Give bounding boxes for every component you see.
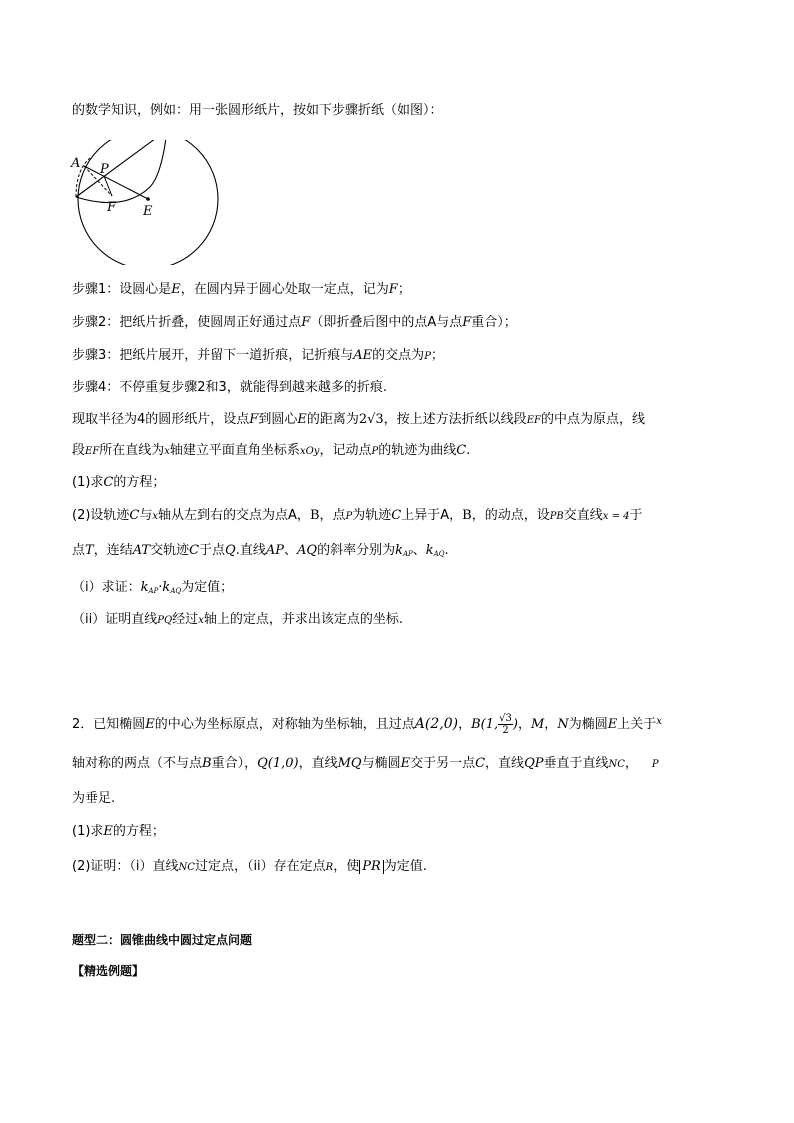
para-line-1: 现取半径为4的圆形纸片，设点F到圆心E的距离为2√3，按上述方法折纸以线段EF的中点为原点，线 — [72, 412, 645, 427]
intro-text: 的数学知识，例如：用一张圆形纸片，按如下步骤折纸（如图）： — [72, 103, 443, 118]
label-f: F — [107, 200, 117, 215]
q2-line-1: (2)设轨迹C与x轴从左到右的交点为点A，B，点P为轨迹C上异于A，B，的动点，设PB交直线x = 4于 — [72, 508, 643, 523]
label-e: E — [143, 204, 153, 219]
abs-pr: PR — [359, 860, 384, 874]
section-subtitle: 【精选例题】 — [72, 964, 145, 978]
step-4: 步骤4：不停重复步骤2和3，就能得到越来越多的折痕. — [72, 380, 387, 395]
p2-line-1: 2．已知椭圆E的中心为坐标原点，对称轴为坐标轴，且过点A(2,0)，B(1, $\frac{√3}{2}$ )，M，N为椭圆E上关于$^x$ — [72, 713, 662, 736]
fold-arc — [76, 140, 167, 203]
label-a: A — [71, 156, 81, 171]
sqrt3-over-2: $\frac{√3}{2}$ — [499, 713, 512, 736]
paper-folding-figure — [62, 140, 232, 265]
p2-q2: (2)证明：（i）直线NC过定点，（ii）存在定点R，使 PR 为定值. — [72, 859, 427, 874]
q1-text: (1)求C的方程； — [72, 475, 166, 490]
qii-text: （ii）证明直线PQ经过x轴上的定点，并求出该定点的坐标. — [72, 612, 403, 627]
section-title: 题型二：圆锥曲线中圆过定点问题 — [72, 933, 253, 947]
segment-ae — [84, 166, 148, 199]
segment-pf — [104, 176, 112, 196]
p2-line-3: 为垂足. — [72, 791, 116, 806]
q2-line-2: 点T，连结AT交轨迹C于点Q.直线AP、AQ的斜率分别为$k_{AP}$、$k_{AQ}$. — [72, 543, 449, 558]
para-line-2: 段EF所在直线为x轴建立平面直角坐标系xOy，记动点P的轨迹为曲线C. — [72, 443, 471, 458]
step-3: 步骤3：把纸片展开，并留下一道折痕，记折痕与AE的交点为P； — [72, 348, 444, 363]
p2-line-2: 轴对称的两点（不与点B重合），Q(1,0)，直线MQ与椭圆E交于另一点C，直线QP垂直于直线NC， P — [72, 756, 659, 771]
step-1: 步骤1：设圆心是E，在圆内异于圆心处取一定点，记为F； — [72, 282, 411, 297]
point-e — [146, 197, 150, 201]
label-p: P — [100, 162, 109, 177]
qi-text: （i）求证：$k_{AP}\cdot k_{AQ}$为定值； — [72, 580, 234, 595]
p2-q1: (1)求E的方程； — [72, 824, 165, 839]
step-2: 步骤2：把纸片折叠，使圆周正好通过点F（即折叠后图中的点A与点F重合）； — [72, 315, 517, 330]
